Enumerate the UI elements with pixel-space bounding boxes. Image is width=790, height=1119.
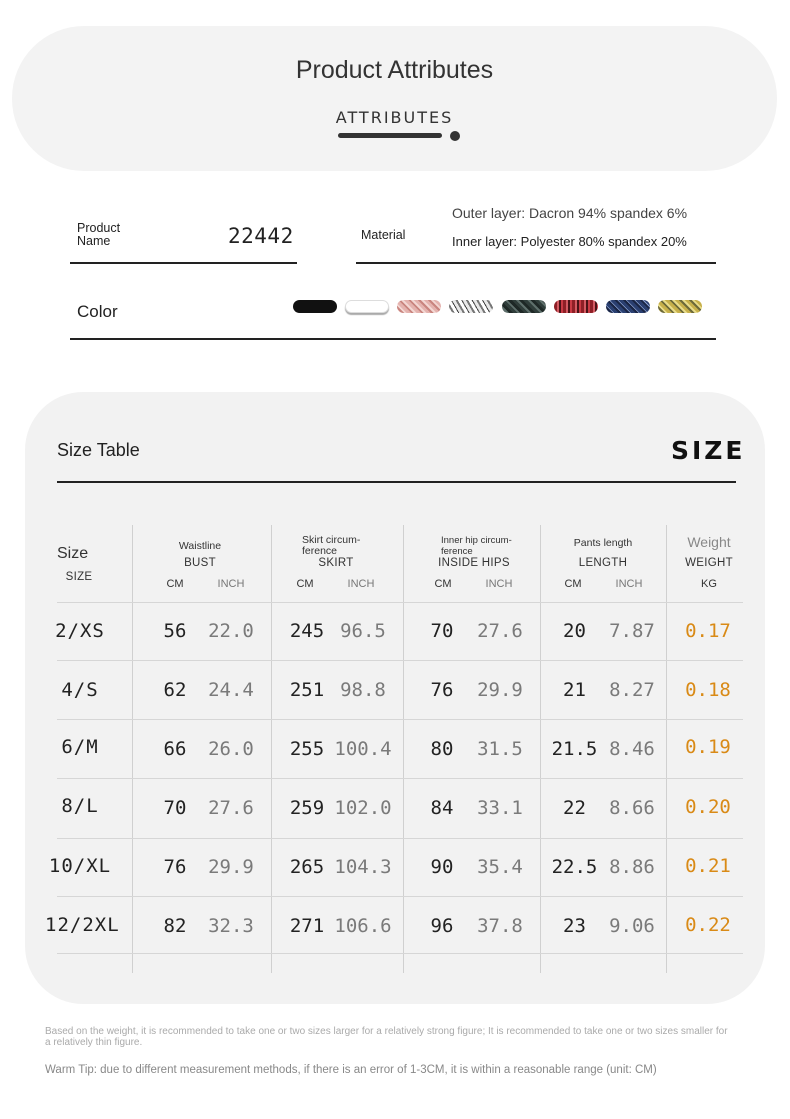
weight-kg-cell: 0.22 (685, 914, 731, 936)
hips-inch-cell: 35.4 (477, 856, 523, 878)
size-cell: 12/2XL (45, 914, 120, 936)
pink-plaid-swatch[interactable] (397, 300, 441, 313)
bust-inch-cell: 26.0 (208, 738, 254, 760)
skirt-unit-inch: INCH (347, 578, 375, 590)
skirt-inch-cell: 96.5 (340, 620, 386, 642)
bust-cm-cell: 82 (163, 915, 187, 937)
product-name-label-line2: Name (77, 234, 111, 248)
skirt-cm-cell: 265 (289, 856, 325, 878)
grid-vline (540, 525, 541, 973)
length-inch-cell: 7.87 (609, 620, 655, 642)
title-dot (450, 131, 460, 141)
hips-inch-cell: 37.8 (477, 915, 523, 937)
length-inch-cell: 9.06 (609, 915, 655, 937)
bust-cm-cell: 56 (163, 620, 187, 642)
skirt-cm-cell: 245 (289, 620, 325, 642)
white-swatch[interactable] (345, 300, 389, 313)
black-swatch[interactable] (293, 300, 337, 313)
grid-hline (57, 719, 743, 720)
size-cell: 2/XS (55, 620, 105, 642)
bust-unit-cm: CM (166, 578, 184, 590)
skirt-header-en: SKIRT (318, 557, 354, 569)
length-unit-inch: INCH (615, 578, 643, 590)
dark-green-plaid-swatch[interactable] (502, 300, 546, 313)
length-header-cn: Pants length (573, 537, 633, 549)
bust-inch-cell: 32.3 (208, 915, 254, 937)
hips-cm-cell: 76 (430, 679, 454, 701)
weight-kg-cell: 0.19 (685, 736, 731, 758)
size-badge: SIZE (671, 436, 746, 465)
hips-header-cn: Inner hip circum-ference (441, 535, 512, 557)
hips-unit-cm: CM (434, 578, 452, 590)
hips-cm-cell: 80 (430, 738, 454, 760)
length-header-en: LENGTH (578, 557, 628, 569)
product-name-label (77, 222, 120, 248)
length-inch-cell: 8.66 (609, 797, 655, 819)
skirt-cm-cell: 259 (289, 797, 325, 819)
skirt-cm-cell: 251 (289, 679, 325, 701)
recommendation-note: Based on the weight, it is recommended to take one or two sizes larger for a relatively strong figure; It is recommended to take one or two sizes smaller for a relatively thin figure. (45, 1026, 728, 1048)
color-divider (70, 338, 716, 340)
skirt-inch-cell: 104.3 (334, 856, 392, 878)
size-header-en: SIZE (65, 571, 93, 583)
length-unit-cm: CM (564, 578, 582, 590)
bust-inch-cell: 24.4 (208, 679, 254, 701)
grid-hline (57, 602, 743, 603)
hips-cm-cell: 90 (430, 856, 454, 878)
size-cell: 6/M (61, 736, 99, 758)
grid-hline (57, 660, 743, 661)
grid-vline (271, 525, 272, 973)
bust-cm-cell: 70 (163, 797, 187, 819)
weight-kg-cell: 0.17 (685, 620, 731, 642)
size-cell: 4/S (61, 679, 99, 701)
bust-cm-cell: 62 (163, 679, 187, 701)
product-name-label-line1: Product (77, 221, 121, 235)
length-cm-cell: 21 (563, 679, 586, 701)
color-label: Color (77, 302, 118, 321)
bust-cm-cell: 76 (163, 856, 187, 878)
length-cm-cell: 23 (563, 915, 586, 937)
grid-vline (403, 525, 404, 973)
weight-kg-cell: 0.20 (685, 796, 731, 818)
grid-vline (666, 525, 667, 973)
hips-cm-cell: 70 (430, 620, 454, 642)
bust-inch-cell: 29.9 (208, 856, 254, 878)
skirt-inch-cell: 98.8 (340, 679, 386, 701)
skirt-header-cn: Skirt circum-ference (302, 534, 361, 557)
weight-header-cn: Weight (687, 534, 731, 550)
hips-inch-cell: 29.9 (477, 679, 523, 701)
bust-inch-cell: 27.6 (208, 797, 254, 819)
bust-header-cn: Waistline (178, 540, 222, 552)
bust-unit-inch: INCH (217, 578, 245, 590)
title-underline (338, 133, 442, 138)
skirt-cm-cell: 271 (289, 915, 325, 937)
length-inch-cell: 8.86 (609, 856, 655, 878)
skirt-cm-cell: 255 (289, 738, 325, 760)
length-inch-cell: 8.46 (609, 738, 655, 760)
weight-kg-cell: 0.18 (685, 679, 731, 701)
hips-inch-cell: 31.5 (477, 738, 523, 760)
size-cell: 8/L (61, 795, 99, 817)
skirt-inch-cell: 100.4 (334, 738, 392, 760)
hips-inch-cell: 27.6 (477, 620, 523, 642)
skirt-unit-cm: CM (296, 578, 314, 590)
material-label: Material (361, 228, 406, 242)
grey-plaid-swatch[interactable] (449, 300, 493, 313)
skirt-inch-cell: 106.6 (334, 915, 392, 937)
red-plaid-swatch[interactable] (554, 300, 598, 313)
navy-plaid-swatch[interactable] (606, 300, 650, 313)
size-cell: 10/XL (48, 855, 112, 877)
warm-tip-note: Warm Tip: due to different measurement methods, if there is an error of 1-3CM, it is within a reasonable range (unit: CM) (45, 1064, 657, 1076)
page-subtitle: ATTRIBUTES (335, 108, 454, 127)
bust-cm-cell: 66 (163, 738, 187, 760)
material-inner: Inner layer: Polyester 80% spandex 20% (452, 234, 687, 249)
material-divider (356, 262, 716, 264)
yellow-plaid-swatch[interactable] (658, 300, 702, 313)
hips-cm-cell: 84 (430, 797, 454, 819)
size-table-divider (57, 481, 736, 483)
grid-hline (57, 838, 743, 839)
grid-hline (57, 896, 743, 897)
product-name-divider (70, 262, 297, 264)
header-pill (12, 26, 777, 171)
grid-hline (57, 953, 743, 954)
material-outer: Outer layer: Dacron 94% spandex 6% (452, 205, 688, 221)
weight-unit-kg: KG (701, 578, 717, 590)
skirt-inch-cell: 102.0 (334, 797, 392, 819)
length-inch-cell: 8.27 (609, 679, 655, 701)
length-cm-cell: 20 (563, 620, 586, 642)
hips-unit-inch: INCH (485, 578, 513, 590)
product-name-value: 22442 (228, 224, 294, 248)
bust-inch-cell: 22.0 (208, 620, 254, 642)
hips-inch-cell: 33.1 (477, 797, 523, 819)
grid-hline (57, 778, 743, 779)
hips-header-en: INSIDE HIPS (438, 557, 510, 569)
page-title: Product Attributes (295, 56, 494, 84)
length-cm-cell: 22.5 (551, 856, 598, 878)
weight-header-en: WEIGHT (685, 557, 733, 569)
hips-cm-cell: 96 (430, 915, 454, 937)
length-cm-cell: 22 (563, 797, 586, 819)
length-cm-cell: 21.5 (551, 738, 598, 760)
bust-header-en: BUST (184, 557, 216, 569)
size-table-title: Size Table (57, 440, 140, 460)
grid-vline (132, 525, 133, 973)
size-header-cn: Size (57, 545, 89, 562)
weight-kg-cell: 0.21 (685, 855, 731, 877)
